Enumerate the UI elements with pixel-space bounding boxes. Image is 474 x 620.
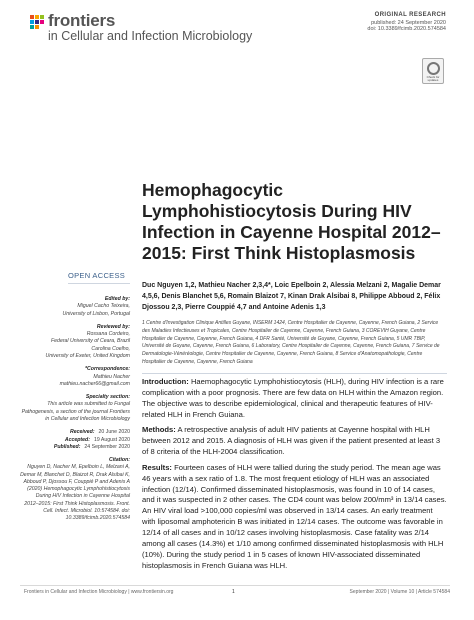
published-date: 24 September 2020: [84, 443, 130, 450]
footer-journal-link[interactable]: Frontiers in Cellular and Infection Microbiology | www.frontiersin.org: [24, 589, 174, 595]
article-meta: [367, 12, 446, 33]
open-access-divider: [68, 283, 130, 284]
frontiers-logo-icon: [30, 15, 44, 29]
journal-name: in Cellular and Infection Microbiology: [48, 28, 253, 43]
doi-link[interactable]: doi: 10.3389/fcimb.2020.574584: [367, 26, 446, 33]
correspondence-name: Mathieu Nacher: [93, 373, 130, 380]
intro-text: Haemophagocytic Lymphohistiocytosis (HLH), during HIV infection is a rare complication with a poor prognosis. There are few data on HLH within the Amazon region. The objective was to describe epidemiological, clinical and therapeutic features of HIV-related HLH in French Guiana.: [142, 377, 444, 419]
results-label: Results:: [142, 462, 172, 472]
published-date: published: 24 September 2020: [371, 19, 446, 26]
correspondence-email[interactable]: mathieu.nacher66@gmail.com: [59, 380, 130, 387]
reviewer-name: Carolina Coelho,: [91, 345, 130, 352]
citation-label: Citation:: [108, 457, 130, 464]
reviewer-name: Rossana Cordeiro,: [86, 331, 130, 338]
abstract-methods: [142, 425, 447, 458]
specialty-section-label: Specialty section:: [85, 394, 130, 401]
check-for-updates-badge[interactable]: [422, 58, 444, 84]
intro-label: Introduction:: [142, 377, 189, 386]
footer-issue-info: September 2020 | Volume 10 | Article 574584: [349, 589, 450, 595]
article-title: Hemophagocytic Lymphohistiocytosis During HIV Infection in Cayenne Hospital 2012–2015: First Think Histoplasmosis: [142, 180, 441, 263]
footer-divider: [20, 585, 450, 586]
accepted-date: 19 August 2020: [93, 436, 130, 443]
results-text: Fourteen cases of HLH were tallied during the study period. The mean age was 46 years with a sex ratio of 1.8. The most frequent etiology of HLH was an associated infection (12/14). Confirmed disseminated histoplasmosis, was found in 10 of 14 cases, and it was suspected in 2 other cases. The CD4 count was below 200/mm³ in 13/14 cases. An HIV viral load >100,000 copies/ml was observed in 13/14 cases. An early treatment with liposomal amphotericin B was initiated in 12/14 cases. The outcome was favorable in 12/14 of all cases and in 10/12 cases involving histoplasmosis. Case fatality was 2/14 among all cases (14.3%) et 1/10 among confirmed disseminated histoplasmosis with HLH (10%). During the study period 1 in 5 cases of known HIV-associated disseminated histoplasmosis in French Guiana was HLH.: [142, 462, 447, 570]
editor-name: Miguel Cacho Teixeira,: [77, 303, 130, 310]
update-check-icon: [427, 62, 440, 75]
page-number: 1: [232, 589, 235, 595]
affiliation-list: 1 Centre d'Investigation Clinique Antilles Guyane, INSERM 1424, Centre Hospitalier de Cayenne, Cayenne, French Guiana, 2 Service des Maladies Infectieuses et Tropicales, Centre Hospitalier de Cayenne, Cayenne, French Guiana, 3 COREVIH Guyane, Centre Hospitalier de Cayenne, Cayenne, French Guiana, 4 DFR Santé, Université de Guyane, Cayenne, French Guiana, 5 UMR TBIP, Université de Guyane, Cayenne, French Guiana, 6 Laboratory, Centre Hospitalier de Cayenne, Cayenne, French Guiana, 7 Service de Dermatologie-Vénéréologie, Centre Hospitalier de Cayenne, Cayenne, French Guiana, 8 Service d'Anatomopathologie, Centre Hospitalier de Cayenne, Cayenne, French Guiana: [142, 320, 440, 365]
accepted-row: [20, 437, 130, 444]
abstract: [142, 377, 447, 576]
published-row: [20, 444, 130, 451]
edited-by-label: Edited by:: [104, 296, 130, 302]
citation-text: Nguyen D, Nacher M, Epelboin L, Melzani A, Demar M, Blanchet D, Blaizot R, Drak Alsibai K, Abboud P, Djossou F, Couppié P and Adenis A (2020) Hemophagocytic Lymphohistiocytosis During HIV Infection in Cayenne Hospital 2012–2015: First Think Histoplasmosis. Front. Cell. Infect. Microbiol. 10:574584. doi: 10.3389/fcimb.2020.574584: [20, 464, 130, 522]
article-type: ORIGINAL RESEARCH: [374, 12, 446, 18]
author-list: Duc Nguyen 1,2, Mathieu Nacher 2,3,4*, Loic Epelboin 2, Alessia Melzani 2, Magalie Demar 4,5,6, Denis Blanchet 5,6, Romain Blaizot 7, Kinan Drak Alsibai 8, Philippe Abboud 2, Félix Djossou 2,3, Pierre Couppié 4,7 and Antoine Adenis 1,3: [142, 282, 441, 312]
methods-label: Methods:: [142, 425, 176, 435]
reviewed-by-label: Reviewed by:: [96, 323, 130, 330]
received-label: Received:: [70, 429, 95, 436]
correspondence-label: *Correspondence:: [85, 366, 130, 373]
journal-logo[interactable]: [30, 12, 252, 43]
published-label: Published:: [53, 443, 81, 450]
open-access-label: OPEN ACCESS: [68, 271, 126, 280]
specialty-section-text: This article was submitted to Fungal Pathogenesis, a section of the journal Frontiers in Cellular and Infection Microbiology: [21, 401, 130, 422]
accepted-label: Accepted:: [64, 436, 90, 443]
abstract-introduction: [142, 377, 447, 420]
check-badge-label: Check for updates: [426, 75, 440, 83]
brand-name: frontiers: [48, 11, 116, 30]
reviewer-affiliation: Federal University of Ceara, Brazil: [51, 338, 130, 345]
received-row: [20, 429, 130, 436]
article-sidebar: [20, 290, 130, 523]
methods-text: A retrospective analysis of adult HIV patients at Cayenne hospital with HLH between 2012 and 2015. A diagnosis of HLH was given if the patient presented at least 3 of 8 criteria of the HLH-2004 classification.: [142, 425, 441, 457]
reviewer-affiliation: University of Exeter, United Kingdom: [45, 352, 130, 359]
abstract-results: [142, 463, 447, 571]
abstract-divider: [142, 373, 447, 374]
editor-affiliation: University of Lisbon, Portugal: [62, 310, 130, 317]
received-date: 20 June 2020: [98, 429, 130, 436]
